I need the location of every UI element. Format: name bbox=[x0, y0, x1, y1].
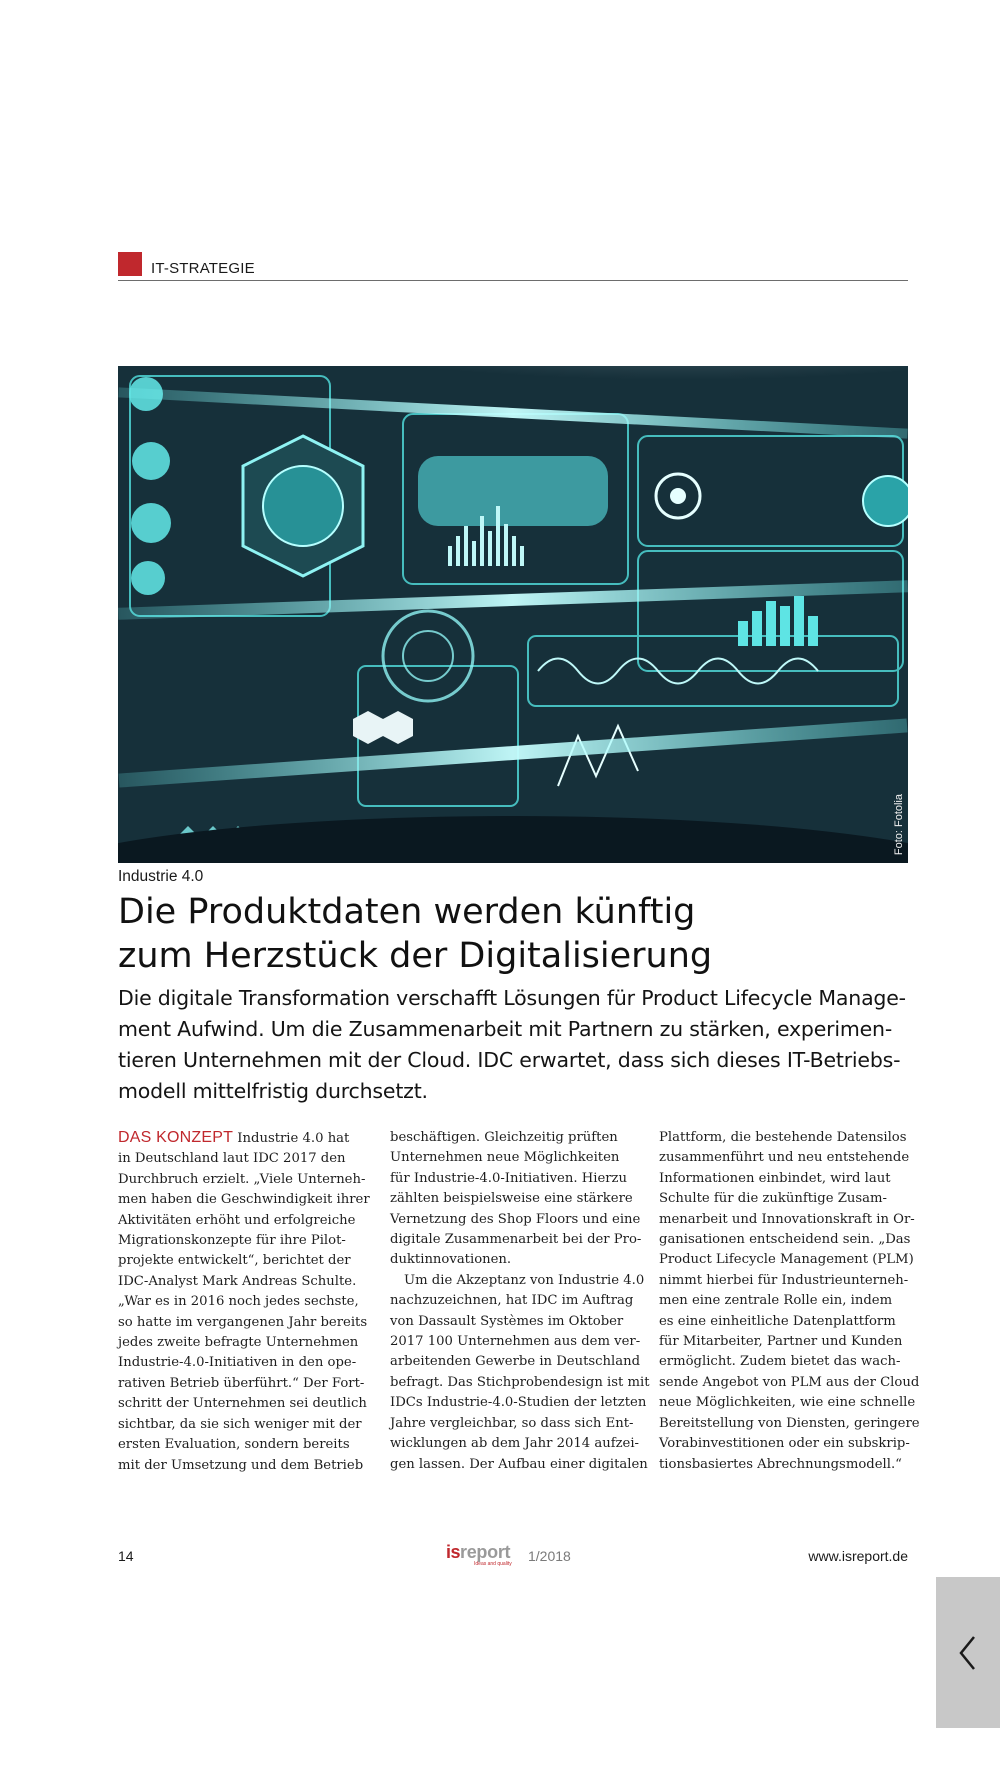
body-line: Vernetzung des Shop Floors und eine bbox=[390, 1211, 641, 1227]
body-line: IDCs Industrie-4.0-Studien der letzten bbox=[390, 1395, 647, 1411]
body-line: sende Angebot von PLM aus der Cloud bbox=[659, 1374, 920, 1390]
body-line: so hatte im vergangenen Jahr bereits bbox=[118, 1314, 368, 1330]
article-deck bbox=[118, 983, 913, 1107]
magazine-logo bbox=[446, 1542, 656, 1572]
body-line-text: Industrie 4.0 hat bbox=[233, 1131, 350, 1146]
deck-line: Die digitale Transformation verschafft Lösungen für Product Lifecycle Manage- bbox=[118, 986, 906, 1010]
website-url: www.isreport.de bbox=[808, 1548, 908, 1564]
body-line: rativen Betrieb überführt.“ Der Fort- bbox=[118, 1375, 365, 1391]
body-line: 2017 100 Unternehmen aus dem ver- bbox=[390, 1334, 641, 1350]
body-line: tionsbasiertes Abrechnungsmodell.“ bbox=[659, 1456, 902, 1472]
deck-line: tieren Unternehmen mit der Cloud. IDC erwartet, dass sich dieses IT-Betriebs- bbox=[118, 1048, 901, 1072]
body-line: nachzuzeichnen, hat IDC im Auftrag bbox=[390, 1293, 634, 1309]
body-line: befragt. Das Stichprobendesign ist mit bbox=[390, 1374, 650, 1390]
body-line: projekte entwickelt“, berichtet der bbox=[118, 1253, 351, 1269]
body-line: nimmt hierbei für Industrieunterneh- bbox=[659, 1272, 909, 1288]
section-marker bbox=[118, 252, 142, 276]
body-line: schritt der Unternehmen sei deutlich bbox=[118, 1396, 367, 1412]
body-line: Durchbruch erzielt. „Viele Unterneh- bbox=[118, 1171, 366, 1187]
body-line: Informationen einbindet, wird laut bbox=[659, 1170, 891, 1186]
headline-line: Die Produktdaten werden künftig bbox=[118, 892, 696, 932]
body-line: men haben die Geschwindigkeit ihrer bbox=[118, 1192, 370, 1208]
section-label: IT-STRATEGIE bbox=[151, 260, 255, 277]
body-line: zusammenführt und neu entstehende bbox=[659, 1150, 910, 1166]
body-line: für Industrie-4.0-Initiativen. Hierzu bbox=[390, 1170, 628, 1186]
issue-number: 1/2018 bbox=[528, 1548, 571, 1564]
body-line: ersten Evaluation, sondern bereits bbox=[118, 1437, 350, 1453]
logo-report: report bbox=[460, 1542, 511, 1562]
lead-in: DAS KONZEPT bbox=[118, 1129, 234, 1146]
body-line: sichtbar, da sie sich weniger mit der bbox=[118, 1416, 362, 1432]
body-line: Unternehmen neue Möglichkeiten bbox=[390, 1150, 620, 1166]
body-column-1 bbox=[118, 1128, 373, 1476]
body-line: Aktivitäten erhöht und erfolgreiche bbox=[118, 1212, 356, 1228]
body-line: in Deutschland laut IDC 2017 den bbox=[118, 1151, 346, 1167]
deck-line: ment Aufwind. Um die Zusammenarbeit mit Partnern zu stärken, experimen- bbox=[118, 1017, 893, 1041]
body-line bbox=[118, 1128, 373, 1149]
body-line: duktinnovationen. bbox=[390, 1252, 512, 1268]
chevron-left-icon bbox=[956, 1633, 980, 1673]
body-line: Schulte für die zukünftige Zusam- bbox=[659, 1191, 887, 1207]
body-line: es eine einheitliche Datenplattform bbox=[659, 1313, 896, 1329]
back-button[interactable] bbox=[936, 1577, 1000, 1728]
body-line: wicklungen ab dem Jahr 2014 aufzei- bbox=[390, 1436, 640, 1452]
body-line: Plattform, die bestehende Datensilos bbox=[659, 1130, 907, 1145]
body-line: „War es in 2016 noch jedes sechste, bbox=[118, 1294, 359, 1310]
page-number: 14 bbox=[118, 1548, 134, 1564]
body-line: mit der Umsetzung und dem Betrieb bbox=[118, 1457, 364, 1473]
body-line: menarbeit und Innovationskraft in Or- bbox=[659, 1211, 915, 1227]
section-header bbox=[118, 252, 908, 281]
body-line: für Mitarbeiter, Partner und Kunden bbox=[659, 1334, 903, 1350]
article-kicker: Industrie 4.0 bbox=[118, 868, 204, 885]
body-column-3 bbox=[659, 1128, 920, 1475]
body-line: gen lassen. Der Aufbau einer digitalen bbox=[390, 1456, 648, 1472]
body-line: ermöglicht. Zudem bietet das wach- bbox=[659, 1354, 901, 1370]
body-line: von Dassault Systèmes im Oktober bbox=[390, 1313, 624, 1329]
headline-line: zum Herzstück der Digitalisierung bbox=[118, 936, 713, 976]
hero-image bbox=[118, 366, 908, 863]
body-column-2 bbox=[390, 1128, 650, 1475]
body-line: arbeitenden Gewerbe in Deutschland bbox=[390, 1354, 641, 1370]
photo-credit: Foto: Fotolia bbox=[893, 793, 905, 855]
body-line: Migrationskonzepte für ihre Pilot- bbox=[118, 1233, 346, 1249]
body-line: ganisationen entscheidend sein. „Das bbox=[659, 1232, 911, 1248]
logo-is: is bbox=[446, 1542, 461, 1562]
body-line: Bereitstellung von Diensten, geringere bbox=[659, 1415, 920, 1431]
body-line: men eine zentrale Rolle ein, indem bbox=[659, 1293, 893, 1309]
body-line: Product Lifecycle Management (PLM) bbox=[659, 1252, 914, 1268]
body-line: beschäftigen. Gleichzeitig prüften bbox=[390, 1130, 618, 1145]
body-line: Industrie-4.0-Initiativen in den ope- bbox=[118, 1355, 357, 1371]
body-line: zählten beispielsweise eine stärkere bbox=[390, 1191, 633, 1207]
body-line: Jahre vergleichbar, so dass sich Ent- bbox=[390, 1415, 634, 1431]
body-line: Vorabinvestitionen oder ein subskrip- bbox=[659, 1436, 910, 1452]
body-line: Um die Akzeptanz von Industrie 4.0 bbox=[404, 1272, 645, 1288]
body-line: IDC-Analyst Mark Andreas Schulte. bbox=[118, 1273, 357, 1289]
body-line: jedes zweite befragte Unternehmen bbox=[118, 1335, 359, 1351]
deck-line: modell mittelfristig durchsetzt. bbox=[118, 1079, 428, 1103]
body-line: neue Möglichkeiten, wie eine schnelle bbox=[659, 1395, 916, 1411]
logo-tagline: Ideas and quality bbox=[474, 1561, 512, 1567]
article-headline bbox=[118, 890, 918, 978]
body-line: digitale Zusammenarbeit bei der Pro- bbox=[390, 1232, 642, 1248]
